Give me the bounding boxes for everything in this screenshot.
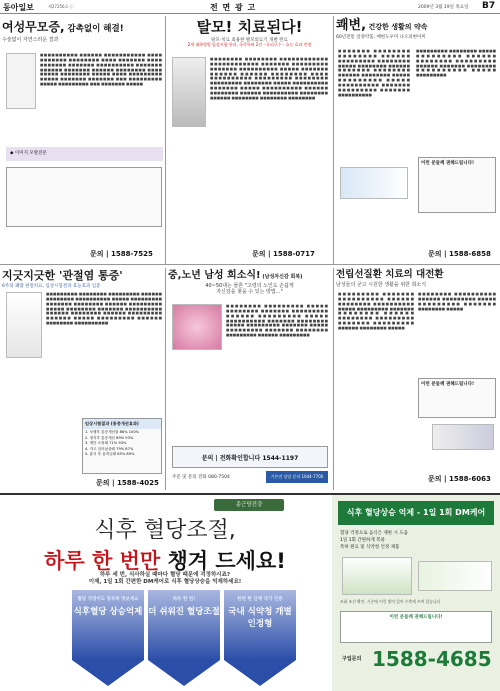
ad-headline bbox=[336, 19, 498, 33]
product-title: 식후 혈당상승 억제 - 1일 1회 DM케어 bbox=[338, 501, 494, 525]
benefit-small: 한번 한 단계 국가 인증 bbox=[237, 597, 283, 602]
clinical-row: 4. 자고 일어났을때 79% 87% bbox=[85, 446, 134, 451]
ad-subheadline: 수술없이 자연스러운 결과 bbox=[2, 37, 59, 44]
clinical-row: 5. 휴식 후 움직일때 85% 89% bbox=[85, 452, 135, 457]
product-photo bbox=[172, 304, 222, 350]
column-divider bbox=[333, 268, 334, 490]
ad-headline: 지긋지긋한 '관절염 통증' bbox=[2, 269, 123, 282]
recommend-box bbox=[418, 157, 496, 213]
headline-rest: 감촉없이 해결! bbox=[64, 24, 124, 34]
benefit-small: 하루 한 번! bbox=[172, 597, 196, 602]
benefit-small: 혈당 걱정이도 당부족 맛보세요 bbox=[77, 597, 139, 602]
newspaper-name: 동아일보 bbox=[3, 3, 34, 12]
clinical-row: 3. 계단 오를때 71% 93% bbox=[85, 441, 127, 446]
ad-headline bbox=[2, 21, 163, 34]
ad-headline bbox=[168, 270, 331, 281]
ad-body-text: ■■■■■■■■■ ■■■■■■■■ ■■■■■■■■■ ■■■■■■ ■■■■■■■■ ■■■■■■■■■■ ■■■■■ ■■■■■■■■■ ■■■■■■■ ■■■■■■■■ ■■■■■■ ■■■■■■■■■ ■■■■■ ■■■■■■■■ ■■■■■■■ ■■■■■■■■■■ ■■■■■■ ■■■■■■■■ ■■■■■■ ■■■■■■■■■ ■■■■■■ ■■■■■ ■■■■■■■■■ ■■■■■■ ■■■■■■■■ ■■■■■■■■■■ bbox=[46, 292, 162, 326]
ad-body-text: ■■■■■■■■ ■■■■■■■■ ■■■■■■■■■■■■ ■■■■■■■■■■■■ ■■■■■■■ ■■■■■■■■■ ■■■■■■■ ■■■■■■■■■■ ■■■■■ ■■■■■■■ ■■■■■■ ■■■■■■ ■■■■■■■■ ■■■■ ■■■■■■■■■■ ■■■■■■■■■ ■■■■■■■■ ■■■■■■■■■ ■■■■■■■■ ■■■■■ ■■■■■■■■■■ ■■■■■■■ ■■■■■ ■■■■■■■■■■ ■■■■■■ ■■■■■■■■ ■■■■■■ ■■■■■■■■■■ ■■■■■■■■ ■■■■■■ ■■■■■■■■ ■■■■■■■■ ■■■■■■■■ bbox=[210, 57, 328, 100]
headline-main: 쾌변, bbox=[336, 18, 367, 33]
order-line: 주문 및 문의 전화 080-7504 bbox=[172, 475, 230, 480]
page-number: B7 bbox=[482, 1, 496, 11]
section-title: 전 면 광 고 bbox=[210, 3, 257, 12]
issue-date: 2009년 3월 19일 목요일 bbox=[418, 5, 469, 10]
info-box bbox=[6, 167, 162, 227]
product-photo bbox=[6, 292, 42, 358]
ad-phone: 문의 | 1588-6063 bbox=[428, 475, 491, 483]
product-point: 혈당 걱정으로 음식은 제한 시 도움 bbox=[340, 531, 409, 536]
headline-main: 중,노년 남성 희소식! bbox=[168, 270, 261, 281]
ad-joint-pain bbox=[2, 268, 163, 490]
product-points bbox=[340, 531, 492, 551]
product-pouch-photo bbox=[418, 561, 492, 591]
ad-body-text: ■■■■■■■■■■ ■■■■■■ ■■■■■■■■■■■ ■■■■ ■■■■■■■ ■■■■■■■■ ■■■■ ■■■■■■■ ■■■■ ■■■■■■■ ■■■■■■■ ■■■■■■■■■■ ■■■■■■■ ■■■■■■ ■■■■■■■ ■■■■■■ ■■■■■■■■ ■■■■ ■■■■■ ■■■■■■■■ ■■■■■ ■■■■ ■■■■■■■■■ ■■■■■ ■■■■■■■ ■■■■■■■ ■■■ ■■■■■■■■■ ■■■■■ ■■■■■■■■■ ■■■ ■■■■■■■ ■■■■■ bbox=[40, 53, 162, 87]
ad-headline: 전립선질환 치료의 대전환 bbox=[336, 269, 444, 280]
ad-subheadline: 60년전통 일양약품, 배변도우미 나오의변아미 bbox=[336, 35, 426, 41]
column-divider bbox=[333, 16, 334, 264]
clinical-box bbox=[82, 418, 162, 474]
benefit-arrow bbox=[224, 590, 296, 660]
ad-body-text-2: ■■■■■■■■ ■■■■■■■■■■ ■■■■■■ ■■■■■■■■■ ■■■■■ ■■■■■■■■■ ■■■■■■■ ■■■■■■■■ ■■■■■ bbox=[418, 292, 496, 311]
ad-subheadline-2: 자신감을 찾을 수 있는 방법..." bbox=[216, 289, 283, 295]
headline-rest: 건강한 생활의 약속 bbox=[366, 23, 428, 31]
banner-title-red: 하루 한 번만 bbox=[44, 549, 161, 573]
ad-phone: 문의 | 1588-7525 bbox=[90, 250, 153, 258]
banner-title-black: 챙겨 드세요! bbox=[160, 549, 286, 573]
ad-prostate bbox=[336, 268, 498, 490]
ad-badge: ◆ 이미지 모발전문 bbox=[6, 147, 163, 161]
banner-sub-2: 이제, 1일 1회 간편한 DM케어로 식후 혈당상승을 억제하세요! bbox=[88, 579, 242, 585]
clinical-row: 2. 정지후 통증개선 89% 93% bbox=[85, 435, 134, 440]
banner-right bbox=[332, 495, 500, 691]
bottom-banner-ad bbox=[0, 493, 500, 691]
brand-badge: 종근당건강 bbox=[214, 499, 284, 511]
ad-hair-loss bbox=[168, 17, 331, 262]
arrow-tip bbox=[148, 660, 220, 686]
phone-box bbox=[172, 446, 328, 468]
recommend-box-title: 이런 분들께 권해드립니다! bbox=[421, 161, 475, 166]
device-photo bbox=[172, 57, 206, 127]
headline-main: 여성무모증, bbox=[2, 20, 65, 34]
column-divider bbox=[165, 16, 166, 264]
benefit-big: 식후혈당 상승억제 bbox=[73, 607, 143, 617]
tel-badge: 기본전 상담 문의 1644-7700 bbox=[266, 471, 328, 483]
ad-female-hair bbox=[2, 17, 163, 262]
arrow-tip bbox=[72, 660, 144, 686]
headline-rest: (남성자신감 회복) bbox=[260, 274, 303, 280]
recommend-box-title: 이런 분들께 권해드립니다! bbox=[421, 382, 475, 387]
product-photo bbox=[6, 53, 36, 109]
product-point: 1일 1회 간편하게 복용 bbox=[340, 537, 385, 543]
benefit-big: 국내 식약청 개별 인정형 bbox=[228, 607, 292, 629]
product-desc: 조화 조건 확인: 기존에 이런 방이 있어 우측에 쓰여 있습니다 bbox=[340, 599, 441, 604]
row-divider bbox=[0, 264, 500, 265]
benefit-arrows bbox=[10, 590, 320, 691]
product-box-photo bbox=[342, 557, 412, 595]
benefit-arrow bbox=[72, 590, 144, 660]
ad-subheadline: 40~50대는 물론 "고령의 노인도 손쉽게 bbox=[205, 283, 294, 289]
column-divider bbox=[165, 268, 166, 490]
product-photo bbox=[432, 424, 494, 450]
arrow-tip bbox=[224, 660, 296, 686]
ad-male-vitality bbox=[168, 268, 331, 490]
banner-title-1: 식후 혈당조절, bbox=[94, 518, 236, 543]
ad-bowel bbox=[336, 17, 498, 262]
product-point: 특허 원료 및 식약청 인정 제품 bbox=[340, 544, 400, 550]
ad-subheadline: 남성들의 굳고 시원한 생활을 위한 희소식 bbox=[336, 282, 427, 289]
ad-body-text: ■■■■■■■ ■■■■■■■■ ■■■■■■■■ ■■■■■■ ■■■■■■■■■ ■■■■■■■■ ■■■■■ ■■■■■■■■ ■■■■■■ ■■■■■■■ ■■■■■■■■ ■■■■■■ ■■■■■■■■ ■■■■■ ■■■■■■■■■ ■■■■■ ■■■■■■■■■■ ■■■■■■■ ■■■■■■■■■ ■■■■■■■ ■■■■■■■■■■ bbox=[338, 49, 410, 97]
recommend-box bbox=[340, 611, 492, 643]
issue-number: 제27256호 ㉡ bbox=[48, 4, 74, 9]
ad-headline: 탈모! 치료된다! bbox=[196, 18, 303, 36]
ad-body-text-2: ■■■■■■■■■ ■■■■■■■■ ■■■■■ ■■■■■■■■■ ■■■■■■ ■■■■■■■■ ■■■■■■■■■ ■■■■■■ ■■■■■■■ ■■■■■■■■ ■■■■■■■■■■ ■■■■■ ■■■■■■■■■ bbox=[416, 49, 496, 78]
ad-phone: 문의 | 전화확인합니다 1544-1197 bbox=[201, 455, 299, 462]
product-photo bbox=[340, 167, 408, 199]
masthead bbox=[0, 0, 500, 14]
recommend-box-title: 이런 분들께 권해드립니다! bbox=[389, 615, 443, 620]
clinical-box-title: 임상시험결과 (통증개선효과) bbox=[83, 419, 161, 429]
ad-subheadline-2: 2개 대학병원 임상시험 통과, 국가특허 2건 - 독피로수 - 효능 효과 인정 bbox=[187, 41, 312, 47]
banner-phone: 1588-4685 bbox=[372, 647, 492, 671]
banner-sub-1: 하루 세 번, 식사하실 때마다 혈당 때문에 걱정하시죠? bbox=[99, 572, 231, 578]
ad-phone: 문의 | 1588-4025 bbox=[96, 479, 159, 487]
ad-subheadline: 탈모·치료 외용한 발모의료기 개발 완료 bbox=[211, 37, 288, 43]
ad-body-text: ■■■■■■■■ ■■■■■■■■■ ■■■■■ ■■■■■■■■ ■■■■■■■ ■■■■■■■■■ ■■■■■■ ■■■■■■■■■ ■■■■■ ■■■■■■■■■■ ■■■■■■■ ■■■■■■■■ ■■■■■ ■■■■■■■■■ ■■■■■■■ ■■■■■ ■■■■■■■■■ ■■■■■■■ ■■■■■■■■ ■■■■■■■■■ ■■■■■■ ■■■■■■■■■ bbox=[226, 304, 328, 338]
clinical-rows bbox=[83, 429, 161, 459]
clinical-row: 1. 보행후 통증개선률 86% 100% bbox=[85, 430, 140, 434]
ad-phone: 문의 | 1588-6858 bbox=[428, 250, 491, 258]
recommend-box bbox=[418, 378, 496, 418]
benefit-big: 더 쉬워진 혈당조절 bbox=[148, 607, 220, 617]
benefit-arrow bbox=[148, 590, 220, 660]
banner-left bbox=[0, 495, 330, 691]
ad-subheadline: 6주의 꽤땀 관절치료, 임상시험결과 효능효과 입증 bbox=[2, 284, 101, 290]
phone-label: 구입문의 bbox=[342, 656, 362, 662]
ad-body-text: ■■■■■■■■■ ■■■■■■■ ■■■■■■■■■■ ■■■■■■ ■■■■■■■■ ■■■■■■■■■■ ■■■■■ ■■■■■■■■■ ■■■■■■■ ■■■■■■■■ ■■■■■■ ■■■■■■■■ ■■■■■■■■■ ■■■■■■■ ■■■■■■■■■ ■■■■■■ ■■■■■■■■ ■■■■■ bbox=[338, 292, 414, 330]
ad-phone: 문의 | 1588-0717 bbox=[252, 250, 315, 258]
